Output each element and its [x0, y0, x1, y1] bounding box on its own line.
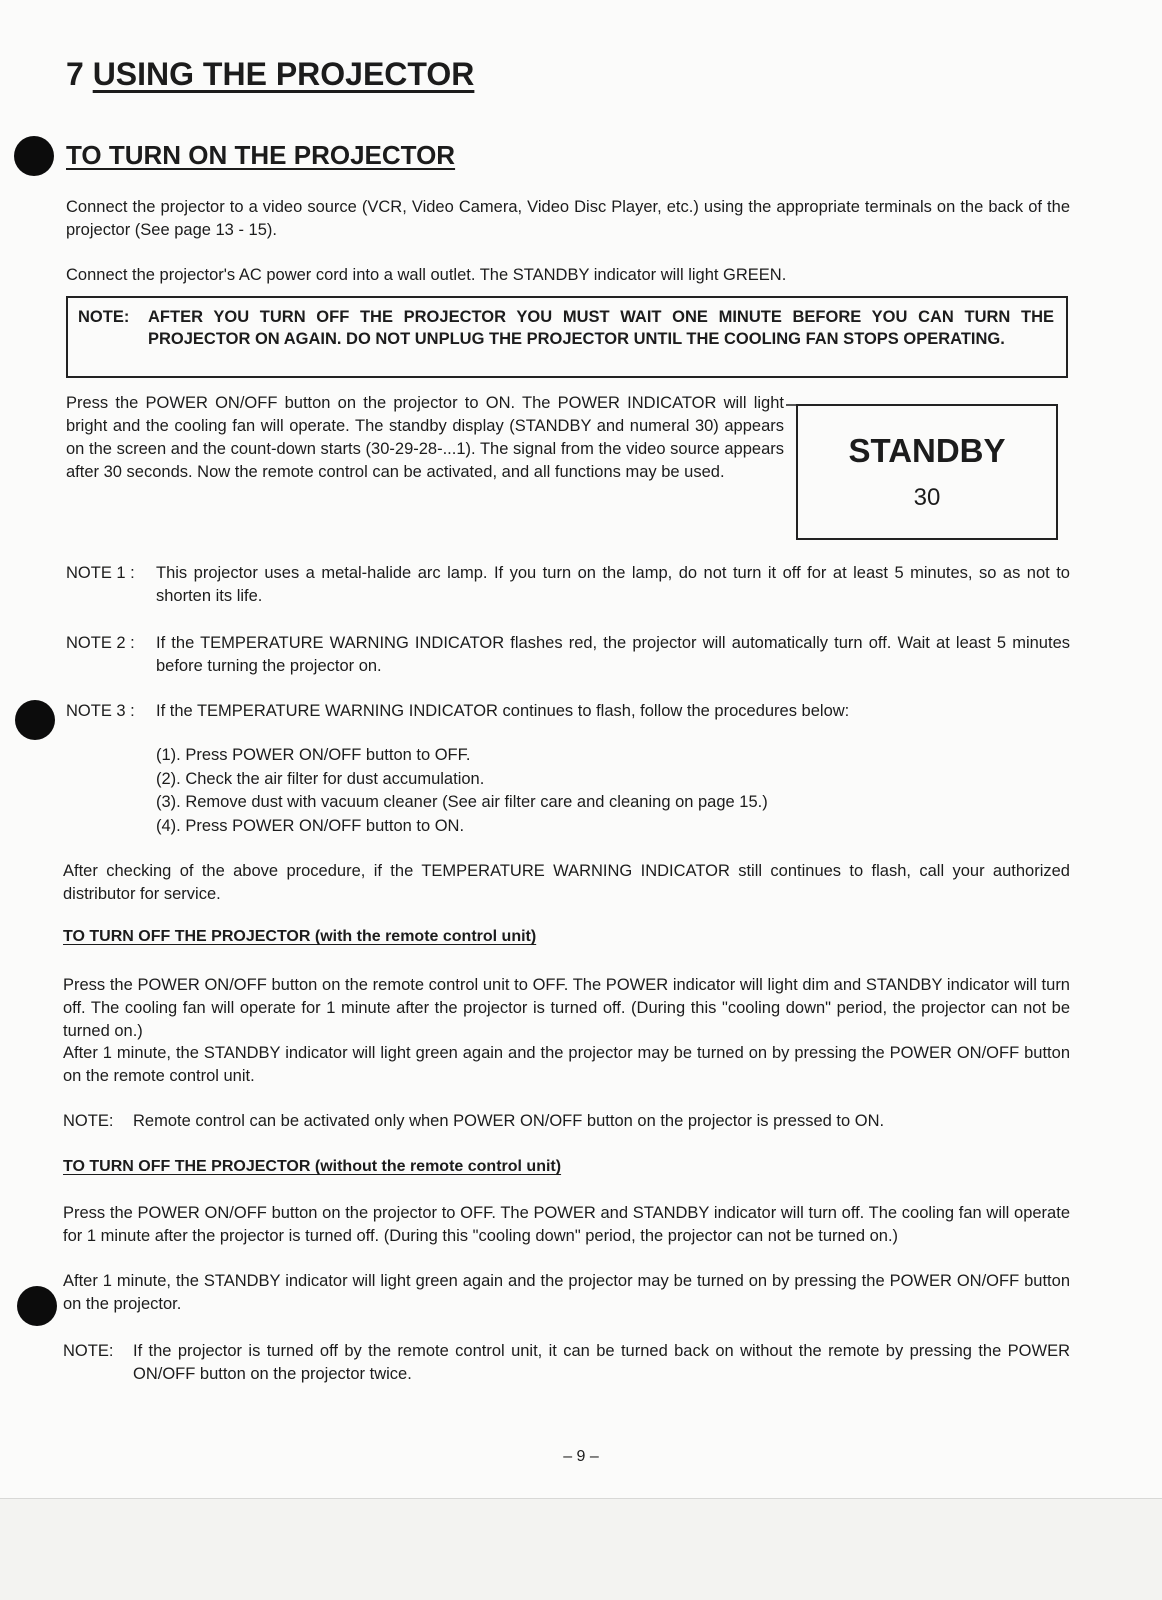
- procedure-step: (3). Remove dust with vacuum cleaner (See air filter care and cleaning on page 15.): [156, 793, 768, 811]
- binder-hole-bottom: [17, 1286, 57, 1326]
- remote-note-label: NOTE:: [63, 1112, 114, 1130]
- note-1-text: This projector uses a metal-halide arc lamp. If you turn on the lamp, do not turn it off for at least 5 minutes, so as not to shorten its life.: [156, 564, 1070, 605]
- note-2-label: NOTE 2 :: [66, 634, 135, 652]
- turn-off-remote-paragraph-1: Press the POWER ON/OFF button on the remote control unit to OFF. The POWER indicator will light dim and STANDBY indicator will turn off. The cooling fan will operate for 1 minute after the projector is turned off. (During this "cooling down" period, the projector can not be turned on.): [63, 976, 1070, 1040]
- procedure-step: (4). Press POWER ON/OFF button to ON.: [156, 816, 465, 835]
- note-3-label: NOTE 3 :: [66, 702, 135, 720]
- warning-note-text: AFTER YOU TURN OFF THE PROJECTOR YOU MUST WAIT ONE MINUTE BEFORE YOU CAN TURN THE PROJECTOR ON AGAIN. DO NOT UNPLUG THE PROJECTOR UNTIL THE COOLING FAN STOPS OPERATING.: [148, 308, 1054, 348]
- standby-display-number: 30: [913, 484, 941, 511]
- page-number: – 9 –: [563, 1448, 599, 1465]
- standby-display-label: STANDBY: [848, 432, 1006, 469]
- binder-hole-middle: [15, 700, 55, 740]
- turn-on-paragraph-1: Connect the projector to a video source (VCR, Video Camera, Video Disc Player, etc.) using the appropriate terminals on the back of the projector (See page 13 - 15).: [66, 198, 1070, 239]
- note-2-text: If the TEMPERATURE WARNING INDICATOR flashes red, the projector will automatically turn off. Wait at least 5 minutes before turning the projector on.: [156, 634, 1070, 675]
- procedure-step: (1). Press POWER ON/OFF button to OFF.: [156, 746, 471, 764]
- no-remote-note-label: NOTE:: [63, 1342, 114, 1360]
- binder-hole-top: [14, 136, 54, 176]
- section-title: [66, 56, 474, 93]
- turn-off-no-remote-paragraph-2: After 1 minute, the STANDBY indicator will light green again and the projector may be turned on by pressing the POWER ON/OFF button on the projector.: [63, 1272, 1070, 1313]
- procedure-step: (2). Check the air filter for dust accumulation.: [156, 769, 485, 788]
- after-procedure-paragraph: After checking of the above procedure, if the TEMPERATURE WARNING INDICATOR still continues to flash, call your authorized distributor for service.: [63, 862, 1070, 903]
- note-1-label: NOTE 1 :: [66, 564, 135, 582]
- turn-off-remote-paragraph-2: After 1 minute, the STANDBY indicator will light green again and the projector may be turned on by pressing the POWER ON/OFF button on the remote control unit.: [63, 1044, 1070, 1085]
- remote-note-text: Remote control can be activated only when POWER ON/OFF button on the projector is pressed to ON.: [133, 1112, 885, 1130]
- turn-on-heading: TO TURN ON THE PROJECTOR: [66, 140, 456, 170]
- standby-display-illustration: [796, 404, 1058, 540]
- warning-note-box: [66, 296, 1068, 378]
- temperature-procedure-list: [156, 744, 768, 838]
- section-title-text: USING THE PROJECTOR: [92, 56, 475, 92]
- turn-off-remote-heading: TO TURN OFF THE PROJECTOR (with the remote control unit): [63, 928, 537, 945]
- section-number: 7: [66, 56, 84, 92]
- warning-note-label: NOTE:: [78, 308, 130, 326]
- turn-on-paragraph-3: Press the POWER ON/OFF button on the projector to ON. The POWER INDICATOR will light bright and the cooling fan will operate. The standby display (STANDBY and numeral 30) appears on the screen and the count-down starts (30-29-28-...1). The signal from the video source appears after 30 seconds. Now the remote control can be activated, and all functions may be used.: [66, 394, 784, 481]
- turn-off-no-remote-paragraph-1: Press the POWER ON/OFF button on the projector to OFF. The POWER and STANDBY indicator will turn off. The cooling fan will operate for 1 minute after the projector is turned off. (During this "cooling down" period, the projector can not be turned on.): [63, 1204, 1070, 1245]
- turn-off-no-remote-heading: TO TURN OFF THE PROJECTOR (without the remote control unit): [63, 1158, 562, 1175]
- note-3-text: If the TEMPERATURE WARNING INDICATOR continues to flash, follow the procedures below:: [156, 702, 850, 720]
- turn-on-paragraph-2: Connect the projector's AC power cord into a wall outlet. The STANDBY indicator will light GREEN.: [66, 266, 787, 284]
- no-remote-note-text: If the projector is turned off by the remote control unit, it can be turned back on without the remote by pressing the POWER ON/OFF button on the projector twice.: [133, 1342, 1070, 1383]
